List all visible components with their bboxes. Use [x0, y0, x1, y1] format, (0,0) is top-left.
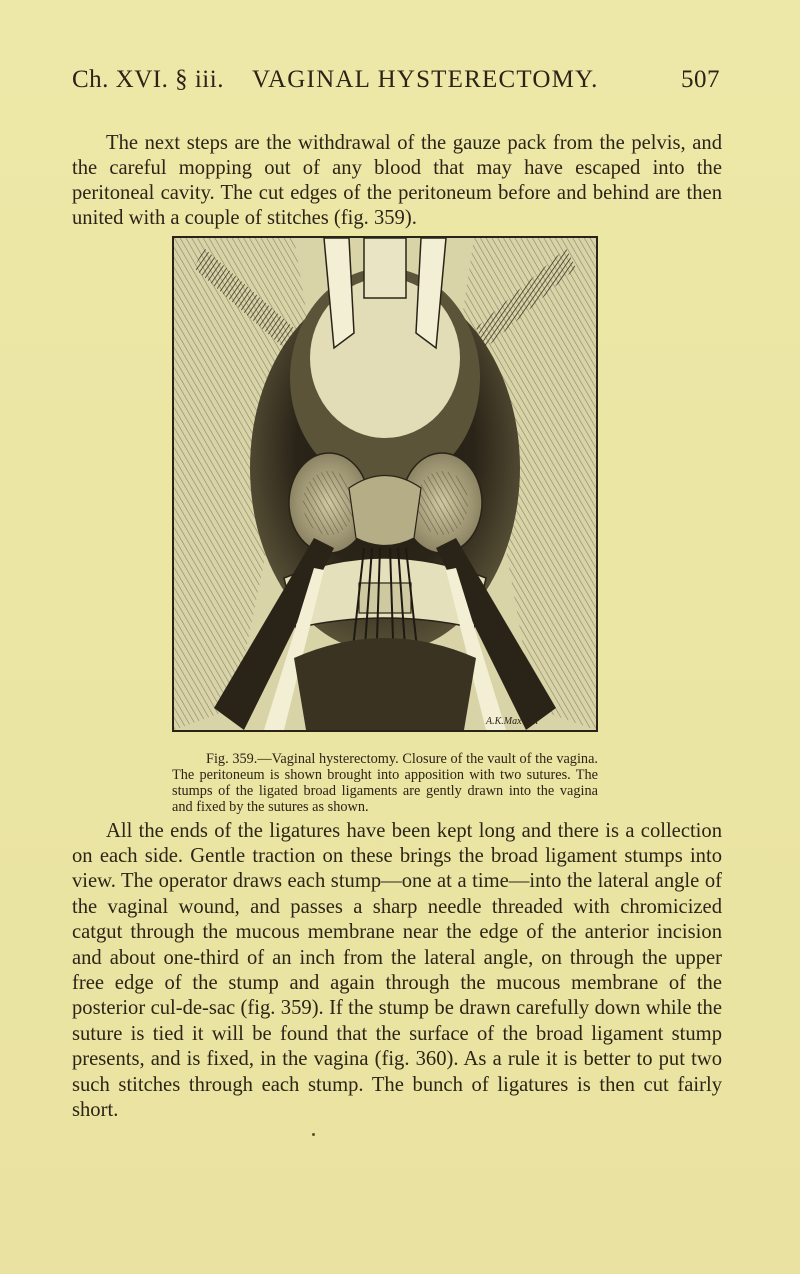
figure-caption	[172, 751, 598, 815]
caption-text: Fig. 359.—Vaginal hysterectomy. Closure of the vault of the vagina. The peritoneum is shown brought into apposition with two sutures. The stumps of the ligated broad ligaments are gently drawn into the vagina and fixed by the sutures as shown.	[172, 751, 598, 816]
surgical-illustration	[174, 238, 596, 730]
running-header	[72, 66, 720, 106]
body-paragraph: All the ends of the ligatures have been kept long and there is a collection on each side. Gentle traction on these brings the broad ligament stumps into view. The operator draws each stump—one at a time—into the lateral angle of the vaginal wound, and passes a sharp needle threaded with chromicized catgut through the mucous membrane near the edge of the anterior incision and about one-third of an inch from the lateral angle, on through the upper free edge of the stump and again through the mucous membrane of the posterior cul-de-sac (fig. 359). If the stump be drawn carefully down while the suture is tied it will be found that the surface of the broad ligament stump presents, and is fixed, in the vagina (fig. 360). As a rule it is better to put two such stitches through each stump. The bunch of ligatures is then cut fairly short.	[72, 819, 722, 1122]
running-title: VAGINAL HYSTERECTOMY.	[252, 66, 599, 93]
figure-illustration	[172, 236, 598, 732]
print-mark	[312, 1133, 315, 1136]
intro-paragraph: The next steps are the withdrawal of the gauze pack from the pelvis, and the careful mopping out of any blood that may have escaped into the peritoneal cavity. The cut edges of the peritoneum before and behind are then united with a couple of stitches (fig. 359).	[72, 131, 722, 229]
chapter-reference: Ch. XVI. § iii.	[72, 66, 224, 93]
svg-text:A.K.Maxwell: A.K.Maxwell	[486, 716, 539, 727]
page-number: 507	[681, 66, 720, 93]
